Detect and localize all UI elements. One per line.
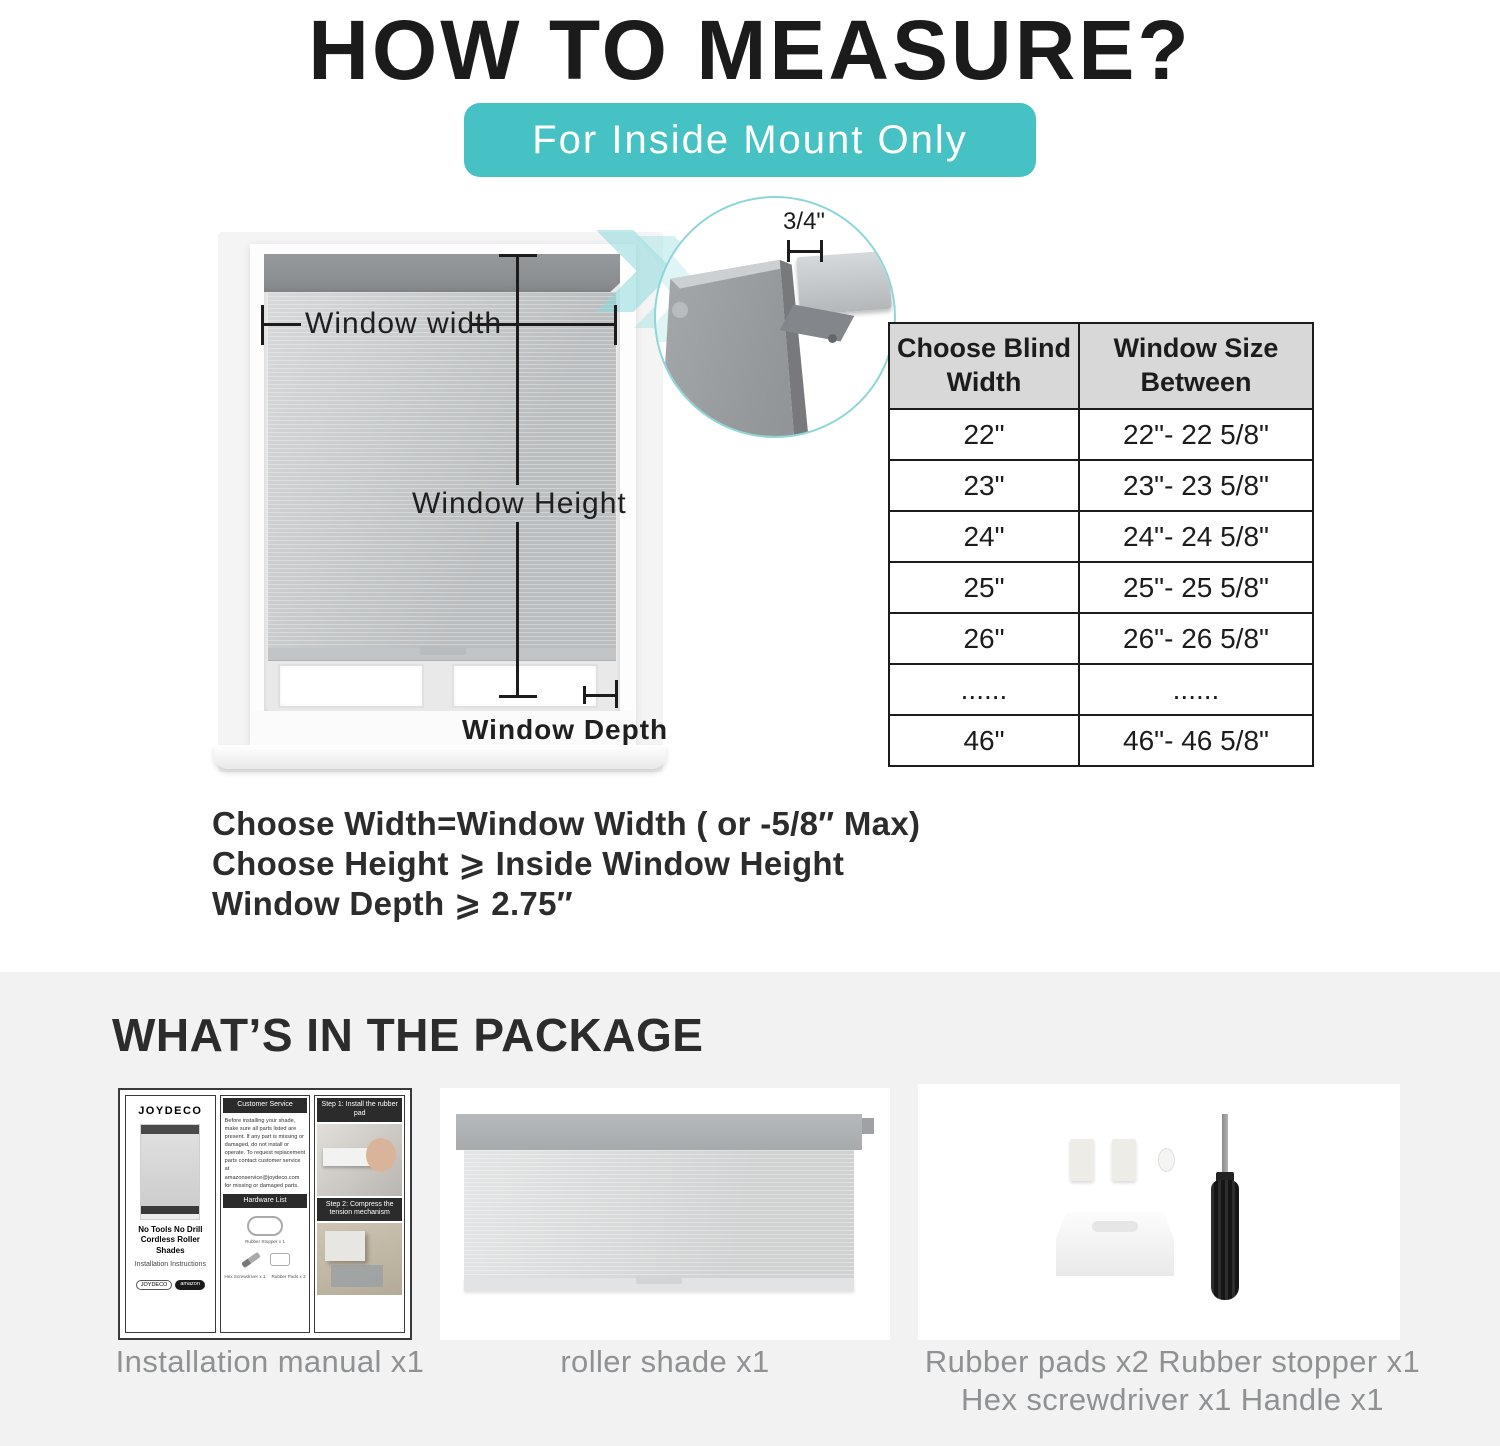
col-header-window-size: Window Size Between <box>1079 323 1313 409</box>
parts-caption-line1: Rubber pads x2 Rubber stopper x1 <box>924 1344 1421 1379</box>
customer-service-text: Before installing your shade, make sure all parts listed are present. If any part is missing or damaged, do not install or operate. To request replacement parts contact customer service at amazonservice@joydeco.com for missing or damaged parts. <box>224 1117 306 1189</box>
table-row <box>889 460 1313 511</box>
cell-blind-width: 24" <box>889 511 1079 562</box>
table-row <box>889 613 1313 664</box>
shade-fabric <box>268 292 616 648</box>
table-header-row <box>889 323 1313 409</box>
cell-blind-width: 26" <box>889 613 1079 664</box>
window-ledge <box>214 745 666 769</box>
height-tick-bottom <box>499 695 537 698</box>
page-title: HOW TO MEASURE? <box>308 3 1192 97</box>
cell-window-size: 24"- 24 5/8" <box>1079 511 1313 562</box>
depth-tick-right <box>615 680 618 708</box>
cell-window-size: 22"- 22 5/8" <box>1079 409 1313 460</box>
cell-blind-width: 46" <box>889 715 1079 766</box>
window-width-label: Window width <box>305 307 503 340</box>
package-heading: WHAT’S IN THE PACKAGE <box>112 1009 704 1061</box>
depth-line <box>585 694 617 697</box>
cassette-pin <box>672 302 688 318</box>
step2-photo <box>317 1223 402 1295</box>
height-line-bottom <box>516 522 519 697</box>
shade-thumbnail <box>140 1124 200 1220</box>
hardware-list-header: Hardware List <box>223 1194 308 1209</box>
manual-cover-panel <box>125 1095 216 1333</box>
cell-window-size: 23"- 23 5/8" <box>1079 460 1313 511</box>
measuring-notes <box>212 804 920 924</box>
rubber-pad <box>1070 1139 1094 1181</box>
store-badge: amazon <box>175 1280 205 1290</box>
table-row <box>889 511 1313 562</box>
cell-window-size: 25"- 25 5/8" <box>1079 562 1313 613</box>
brand-logo: JOYDECO <box>138 1105 203 1117</box>
gap-tick-right <box>820 240 823 262</box>
size-table <box>888 322 1314 767</box>
inside-mount-banner: For Inside Mount Only <box>464 103 1036 177</box>
bracket-screw <box>828 334 837 343</box>
customer-service-header: Customer Service <box>223 1098 308 1113</box>
shade-caption: roller shade x1 <box>560 1344 770 1379</box>
hardware-parts-image <box>918 1084 1400 1340</box>
rubber-stopper-icon <box>247 1216 283 1236</box>
installation-manual-image <box>118 1088 412 1340</box>
manual-service-panel <box>220 1095 311 1333</box>
bracket-gap-label: 3/4" <box>783 208 825 235</box>
bracket-closeup-callout <box>654 196 896 438</box>
height-line-top <box>516 257 519 485</box>
screwdriver-icon <box>241 1252 261 1268</box>
cell-blind-width: 22" <box>889 409 1079 460</box>
handle-part <box>1056 1212 1174 1276</box>
width-tick-right <box>614 305 617 345</box>
shade-cassette <box>456 1114 862 1150</box>
cell-window-size: ...... <box>1079 664 1313 715</box>
note-width: Choose Width=Window Width ( or -5/8″ Max) <box>212 805 921 842</box>
note-height: Choose Height ⩾ Inside Window Height <box>212 845 845 882</box>
parts-caption-line2: Hex screwdriver x1 Handle x1 <box>961 1382 1384 1417</box>
window-pane-left <box>278 664 424 708</box>
brand-badge: JOYDECO <box>136 1280 173 1290</box>
table-row <box>889 409 1313 460</box>
product-name-line2: Cordless Roller Shades <box>140 1235 200 1255</box>
screwdriver-shaft <box>1222 1114 1228 1174</box>
step1-photo <box>317 1124 402 1196</box>
hardware-item-label: Rubber Pads x 2 <box>271 1274 306 1280</box>
product-name-line1: No Tools No Drill <box>138 1225 203 1234</box>
table-row <box>889 562 1313 613</box>
cell-window-size: 46"- 46 5/8" <box>1079 715 1313 766</box>
window-pane-right <box>452 664 598 708</box>
cassette-clip <box>862 1118 874 1134</box>
table-row <box>889 664 1313 715</box>
rubber-stopper <box>1158 1148 1175 1172</box>
step2-header: Step 2: Compress the tension mechanism <box>317 1198 402 1222</box>
manual-steps-panel <box>314 1095 405 1333</box>
shade-fabric <box>464 1150 854 1278</box>
rubber-pad <box>1112 1139 1136 1181</box>
window-depth-label: Window Depth <box>462 714 669 745</box>
manual-caption: Installation manual x1 <box>115 1344 425 1379</box>
cell-blind-width: 23" <box>889 460 1079 511</box>
width-line-left <box>263 323 301 326</box>
shade-handle-tab <box>420 646 466 655</box>
window-height-label: Window Height <box>412 487 627 520</box>
shade-handle-tab <box>636 1276 682 1284</box>
manual-subtitle: Installation Instructions <box>134 1261 206 1269</box>
hex-screwdriver <box>1211 1180 1239 1300</box>
cell-blind-width: 25" <box>889 562 1079 613</box>
package-section <box>0 972 1500 1446</box>
step1-header: Step 1: Install the rubber pad <box>317 1098 402 1122</box>
cell-window-size: 26"- 26 5/8" <box>1079 613 1313 664</box>
roller-shade-image <box>440 1088 890 1340</box>
gap-line <box>787 250 823 253</box>
shade-cassette <box>264 254 620 292</box>
hardware-item-label: Hex Screwdriver x 1 <box>224 1274 266 1280</box>
rubber-pad-icon <box>270 1253 290 1266</box>
hardware-item-label: Rubber Stopper x 1 <box>245 1239 285 1245</box>
note-depth: Window Depth ⩾ 2.75″ <box>212 885 573 922</box>
cell-blind-width: ...... <box>889 664 1079 715</box>
table-row <box>889 715 1313 766</box>
mount-bracket <box>796 251 892 315</box>
col-header-blind-width: Choose Blind Width <box>889 323 1079 409</box>
